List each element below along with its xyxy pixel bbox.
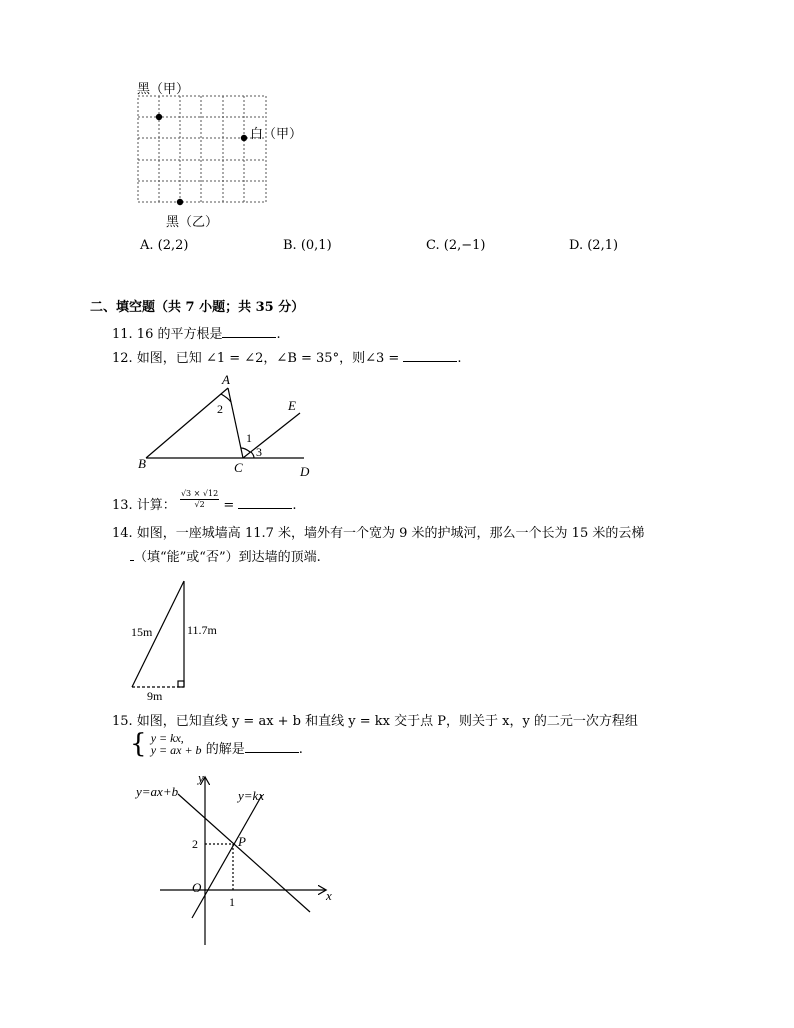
q15-suffix: 的解是 xyxy=(205,742,245,757)
q11-text: 11. 16 的平方根是 xyxy=(112,327,223,342)
q12-svg xyxy=(130,368,330,480)
line-ac xyxy=(228,388,243,458)
black-stone-jia xyxy=(156,114,162,120)
q15-eq1: y = kx, xyxy=(150,731,184,745)
q15-figure xyxy=(130,770,350,950)
q13-fraction xyxy=(180,489,219,510)
label-white-jia: 白（甲） xyxy=(250,127,303,142)
label-y-axis: y xyxy=(198,770,204,785)
q15-brace: { xyxy=(130,729,147,759)
q15-end: . xyxy=(298,742,303,757)
option-d: D. (2,1) xyxy=(569,238,619,253)
label-1: 1 xyxy=(246,431,252,445)
question-14-line2 xyxy=(130,546,321,565)
question-15-system xyxy=(130,729,303,759)
tick-x-1: 1 xyxy=(229,895,235,909)
q13-end: . xyxy=(292,498,297,513)
right-angle-mark xyxy=(178,681,184,687)
q13-blank xyxy=(238,496,292,509)
line-kx xyxy=(192,795,262,918)
black-stone-yi xyxy=(177,199,183,205)
go-board-grid xyxy=(138,96,266,202)
q12-blank xyxy=(403,349,457,362)
label-O: O xyxy=(192,880,202,895)
angle-3-arc xyxy=(251,452,254,458)
angle-1-arc xyxy=(241,448,250,452)
label-black-jia: 黑（甲） xyxy=(137,82,190,97)
q13-numerator: √3 × √12 xyxy=(180,489,219,498)
white-stone-jia xyxy=(241,135,247,141)
label-E: E xyxy=(288,398,296,413)
label-B: B xyxy=(138,456,146,471)
q15-svg xyxy=(130,770,350,950)
question-12 xyxy=(112,347,462,366)
q11-blank xyxy=(222,325,276,338)
q11-end: . xyxy=(276,327,281,342)
label-D: D xyxy=(300,464,310,479)
label-15m: 15m xyxy=(131,625,153,639)
label-A: A xyxy=(222,372,230,387)
option-a: A. (2,2) xyxy=(140,238,189,253)
q12-text: 12. 如图，已知 ∠1 = ∠2，∠B = 35°，则∠3 = xyxy=(112,351,400,366)
question-15-line1: 15. 如图，已知直线 y = ax + b 和直线 y = kx 交于点 P，则关于 x，y 的二元一次方程组 xyxy=(112,714,638,729)
q14-figure xyxy=(125,578,235,703)
line-ba xyxy=(146,388,228,458)
label-11-7m: 11.7m xyxy=(187,623,217,637)
q14-line2-text: （填“能”或“否”）到达墙的顶端. xyxy=(134,550,321,565)
section-heading: 二、填空题（共 7 小题；共 35 分） xyxy=(90,300,305,315)
question-11 xyxy=(112,323,281,342)
q14-svg xyxy=(125,578,235,703)
label-line-ax-b: y=ax+b xyxy=(136,784,179,799)
label-line-kx: y=kx xyxy=(238,788,265,803)
label-9m: 9m xyxy=(147,689,163,703)
label-P: P xyxy=(238,834,246,849)
q13-equals: = xyxy=(223,498,235,513)
option-c: C. (2,−1) xyxy=(426,238,486,253)
q13-denominator: √2 xyxy=(194,500,205,509)
label-2: 2 xyxy=(217,402,223,416)
q13-prefix: 13. 计算： xyxy=(112,498,176,513)
question-13 xyxy=(112,488,297,514)
question-14-line1: 14. 如图，一座城墙高 11.7 米，墙外有一个宽为 9 米的护城河，那么一个长为 15 米的云梯 xyxy=(112,526,645,541)
q12-figure xyxy=(130,368,330,480)
tick-y-2: 2 xyxy=(192,837,198,851)
q12-end: . xyxy=(457,351,462,366)
label-C: C xyxy=(234,460,243,475)
label-3: 3 xyxy=(256,445,262,459)
q15-equations xyxy=(151,732,202,756)
option-b: B. (0,1) xyxy=(283,238,332,253)
q15-blank xyxy=(245,740,299,753)
label-black-yi: 黑（乙） xyxy=(166,215,219,230)
label-x-axis: x xyxy=(326,888,332,903)
go-board-svg xyxy=(120,76,320,236)
q15-eq2: y = ax + b xyxy=(150,743,202,757)
go-board-figure xyxy=(120,76,320,236)
